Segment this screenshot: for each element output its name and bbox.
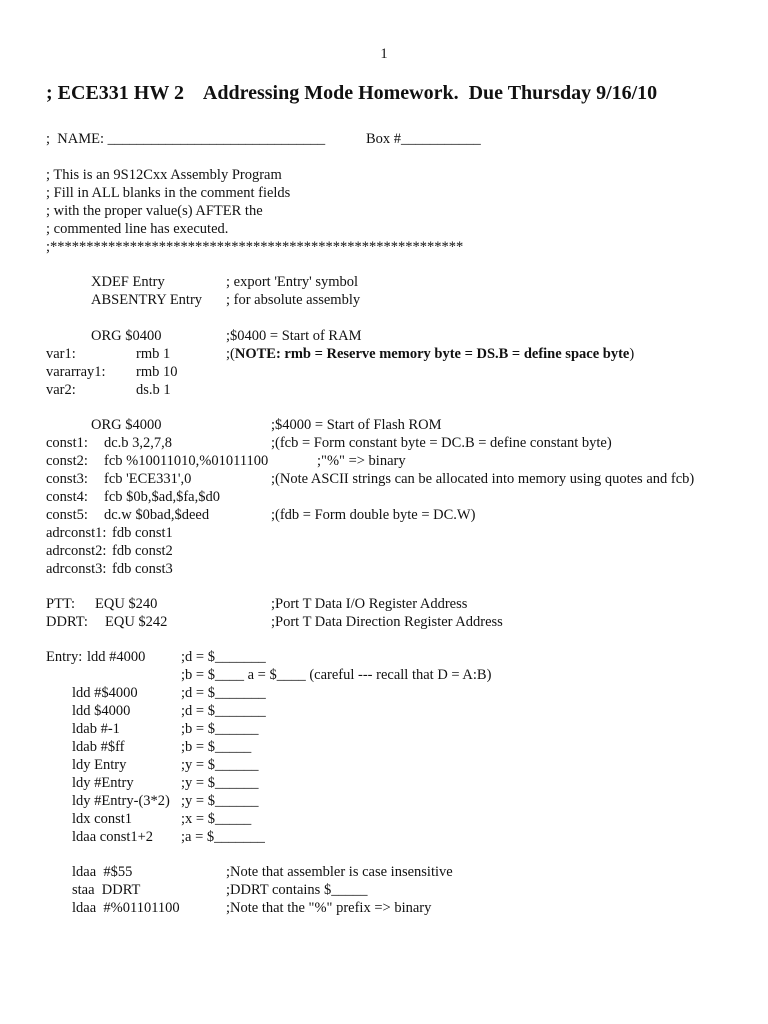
ram-label: var2: bbox=[46, 382, 76, 398]
equate-comment: ;Port T Data I/O Register Address bbox=[271, 596, 468, 612]
ram-note: ;(NOTE: rmb = Reserve memory byte = DS.B = define space byte) bbox=[226, 346, 635, 362]
directive-comment: ; for absolute assembly bbox=[226, 292, 361, 308]
final-comment: ;Note that the "%" prefix => binary bbox=[226, 900, 432, 916]
equate-code: EQU $242 bbox=[105, 614, 168, 630]
box-field-label: Box #___________ bbox=[366, 131, 481, 147]
entry-code: ldab #-1 bbox=[72, 721, 120, 737]
ram-label: var1: bbox=[46, 346, 76, 362]
entry-code: ldaa const1+2 bbox=[72, 829, 154, 845]
final-code: ldaa #%01101100 bbox=[72, 900, 180, 916]
rom-label: adrconst1: bbox=[46, 525, 107, 541]
equate-label: PTT: bbox=[46, 596, 76, 612]
answer-blank: ;DDRT contains $_____ bbox=[226, 882, 368, 898]
rom-label: const3: bbox=[46, 471, 88, 487]
ram-org-comment: ;$0400 = Start of RAM bbox=[226, 328, 362, 344]
answer-blank: ;d = $_______ bbox=[181, 685, 266, 701]
rom-label: const2: bbox=[46, 453, 88, 469]
entry-code: ldy #Entry bbox=[72, 775, 134, 791]
rom-code: fdb const2 bbox=[112, 543, 173, 559]
intro-line: ; This is an 9S12Cxx Assembly Program bbox=[46, 167, 282, 183]
name-field-label: ; NAME: ______________________________ bbox=[46, 131, 326, 147]
rom-label: const4: bbox=[46, 489, 88, 505]
rom-code: fcb %10011010,%01011100 bbox=[104, 453, 269, 469]
final-comment: ;Note that assembler is case insensitive bbox=[226, 864, 453, 880]
answer-blank: ;d = $_______ bbox=[181, 703, 266, 719]
answer-blank: ;y = $______ bbox=[181, 757, 259, 773]
rom-org: ORG $4000 bbox=[91, 417, 162, 433]
answer-blank: ;b = $____ a = $____ (careful --- recall that D = A:B) bbox=[181, 667, 492, 683]
rom-code: dc.b 3,2,7,8 bbox=[104, 435, 173, 451]
answer-blank: ;d = $_______ bbox=[181, 649, 266, 665]
ram-code: ds.b 1 bbox=[136, 382, 171, 398]
answer-blank: ;b = $______ bbox=[181, 721, 259, 737]
directive-code: XDEF Entry bbox=[91, 274, 165, 290]
entry-code: ldy #Entry-(3*2) bbox=[72, 793, 170, 809]
rom-code: dc.w $0bad,$deed bbox=[104, 507, 210, 523]
ram-org: ORG $0400 bbox=[91, 328, 162, 344]
answer-blank: ;y = $______ bbox=[181, 775, 259, 791]
rom-label: const1: bbox=[46, 435, 88, 451]
entry-code: ldd #$4000 bbox=[72, 685, 138, 701]
entry-label: Entry: bbox=[46, 649, 83, 665]
final-code: staa DDRT bbox=[72, 882, 141, 898]
directive-code: ABSENTRY Entry bbox=[91, 292, 203, 308]
page-title: ; ECE331 HW 2 Addressing Mode Homework. Due Thursday 9/16/10 bbox=[46, 82, 658, 104]
rom-code: fcb $0b,$ad,$fa,$d0 bbox=[104, 489, 220, 505]
rom-comment: ;(fcb = Form constant byte = DC.B = define constant byte) bbox=[271, 435, 612, 451]
entry-code: ldd $4000 bbox=[72, 703, 131, 719]
equate-comment: ;Port T Data Direction Register Address bbox=[271, 614, 503, 630]
rom-label: adrconst2: bbox=[46, 543, 107, 559]
answer-blank: ;b = $_____ bbox=[181, 739, 252, 755]
page-number: 1 bbox=[380, 46, 388, 62]
ram-code: rmb 10 bbox=[136, 364, 178, 380]
rom-code: fdb const1 bbox=[112, 525, 173, 541]
entry-code: ldab #$ff bbox=[72, 739, 125, 755]
ram-label: vararray1: bbox=[46, 364, 106, 380]
entry-code: ldd #4000 bbox=[87, 649, 146, 665]
directive-comment: ; export 'Entry' symbol bbox=[226, 274, 359, 290]
intro-line: ; commented line has executed. bbox=[46, 221, 229, 237]
ram-code: rmb 1 bbox=[136, 346, 171, 362]
equate-label: DDRT: bbox=[46, 614, 88, 630]
entry-code: ldy Entry bbox=[72, 757, 127, 773]
rom-label: const5: bbox=[46, 507, 88, 523]
answer-blank: ;y = $______ bbox=[181, 793, 259, 809]
entry-code: ldx const1 bbox=[72, 811, 133, 827]
rom-code: fcb 'ECE331',0 bbox=[104, 471, 192, 487]
rom-label: adrconst3: bbox=[46, 561, 107, 577]
intro-line: ; Fill in ALL blanks in the comment fields bbox=[46, 185, 291, 201]
answer-blank: ;x = $_____ bbox=[181, 811, 252, 827]
separator-line: ;********************************************************* bbox=[46, 239, 464, 255]
rom-code: fdb const3 bbox=[112, 561, 173, 577]
rom-comment: ;(Note ASCII strings can be allocated into memory using quotes and fcb) bbox=[271, 471, 695, 487]
equate-code: EQU $240 bbox=[95, 596, 158, 612]
rom-comment: ;(fdb = Form double byte = DC.W) bbox=[271, 507, 476, 523]
rom-org-comment: ;$4000 = Start of Flash ROM bbox=[271, 417, 442, 433]
final-code: ldaa #$55 bbox=[72, 864, 133, 880]
rom-comment: ;"%" => binary bbox=[317, 453, 406, 469]
answer-blank: ;a = $_______ bbox=[181, 829, 265, 845]
intro-line: ; with the proper value(s) AFTER the bbox=[46, 203, 263, 219]
